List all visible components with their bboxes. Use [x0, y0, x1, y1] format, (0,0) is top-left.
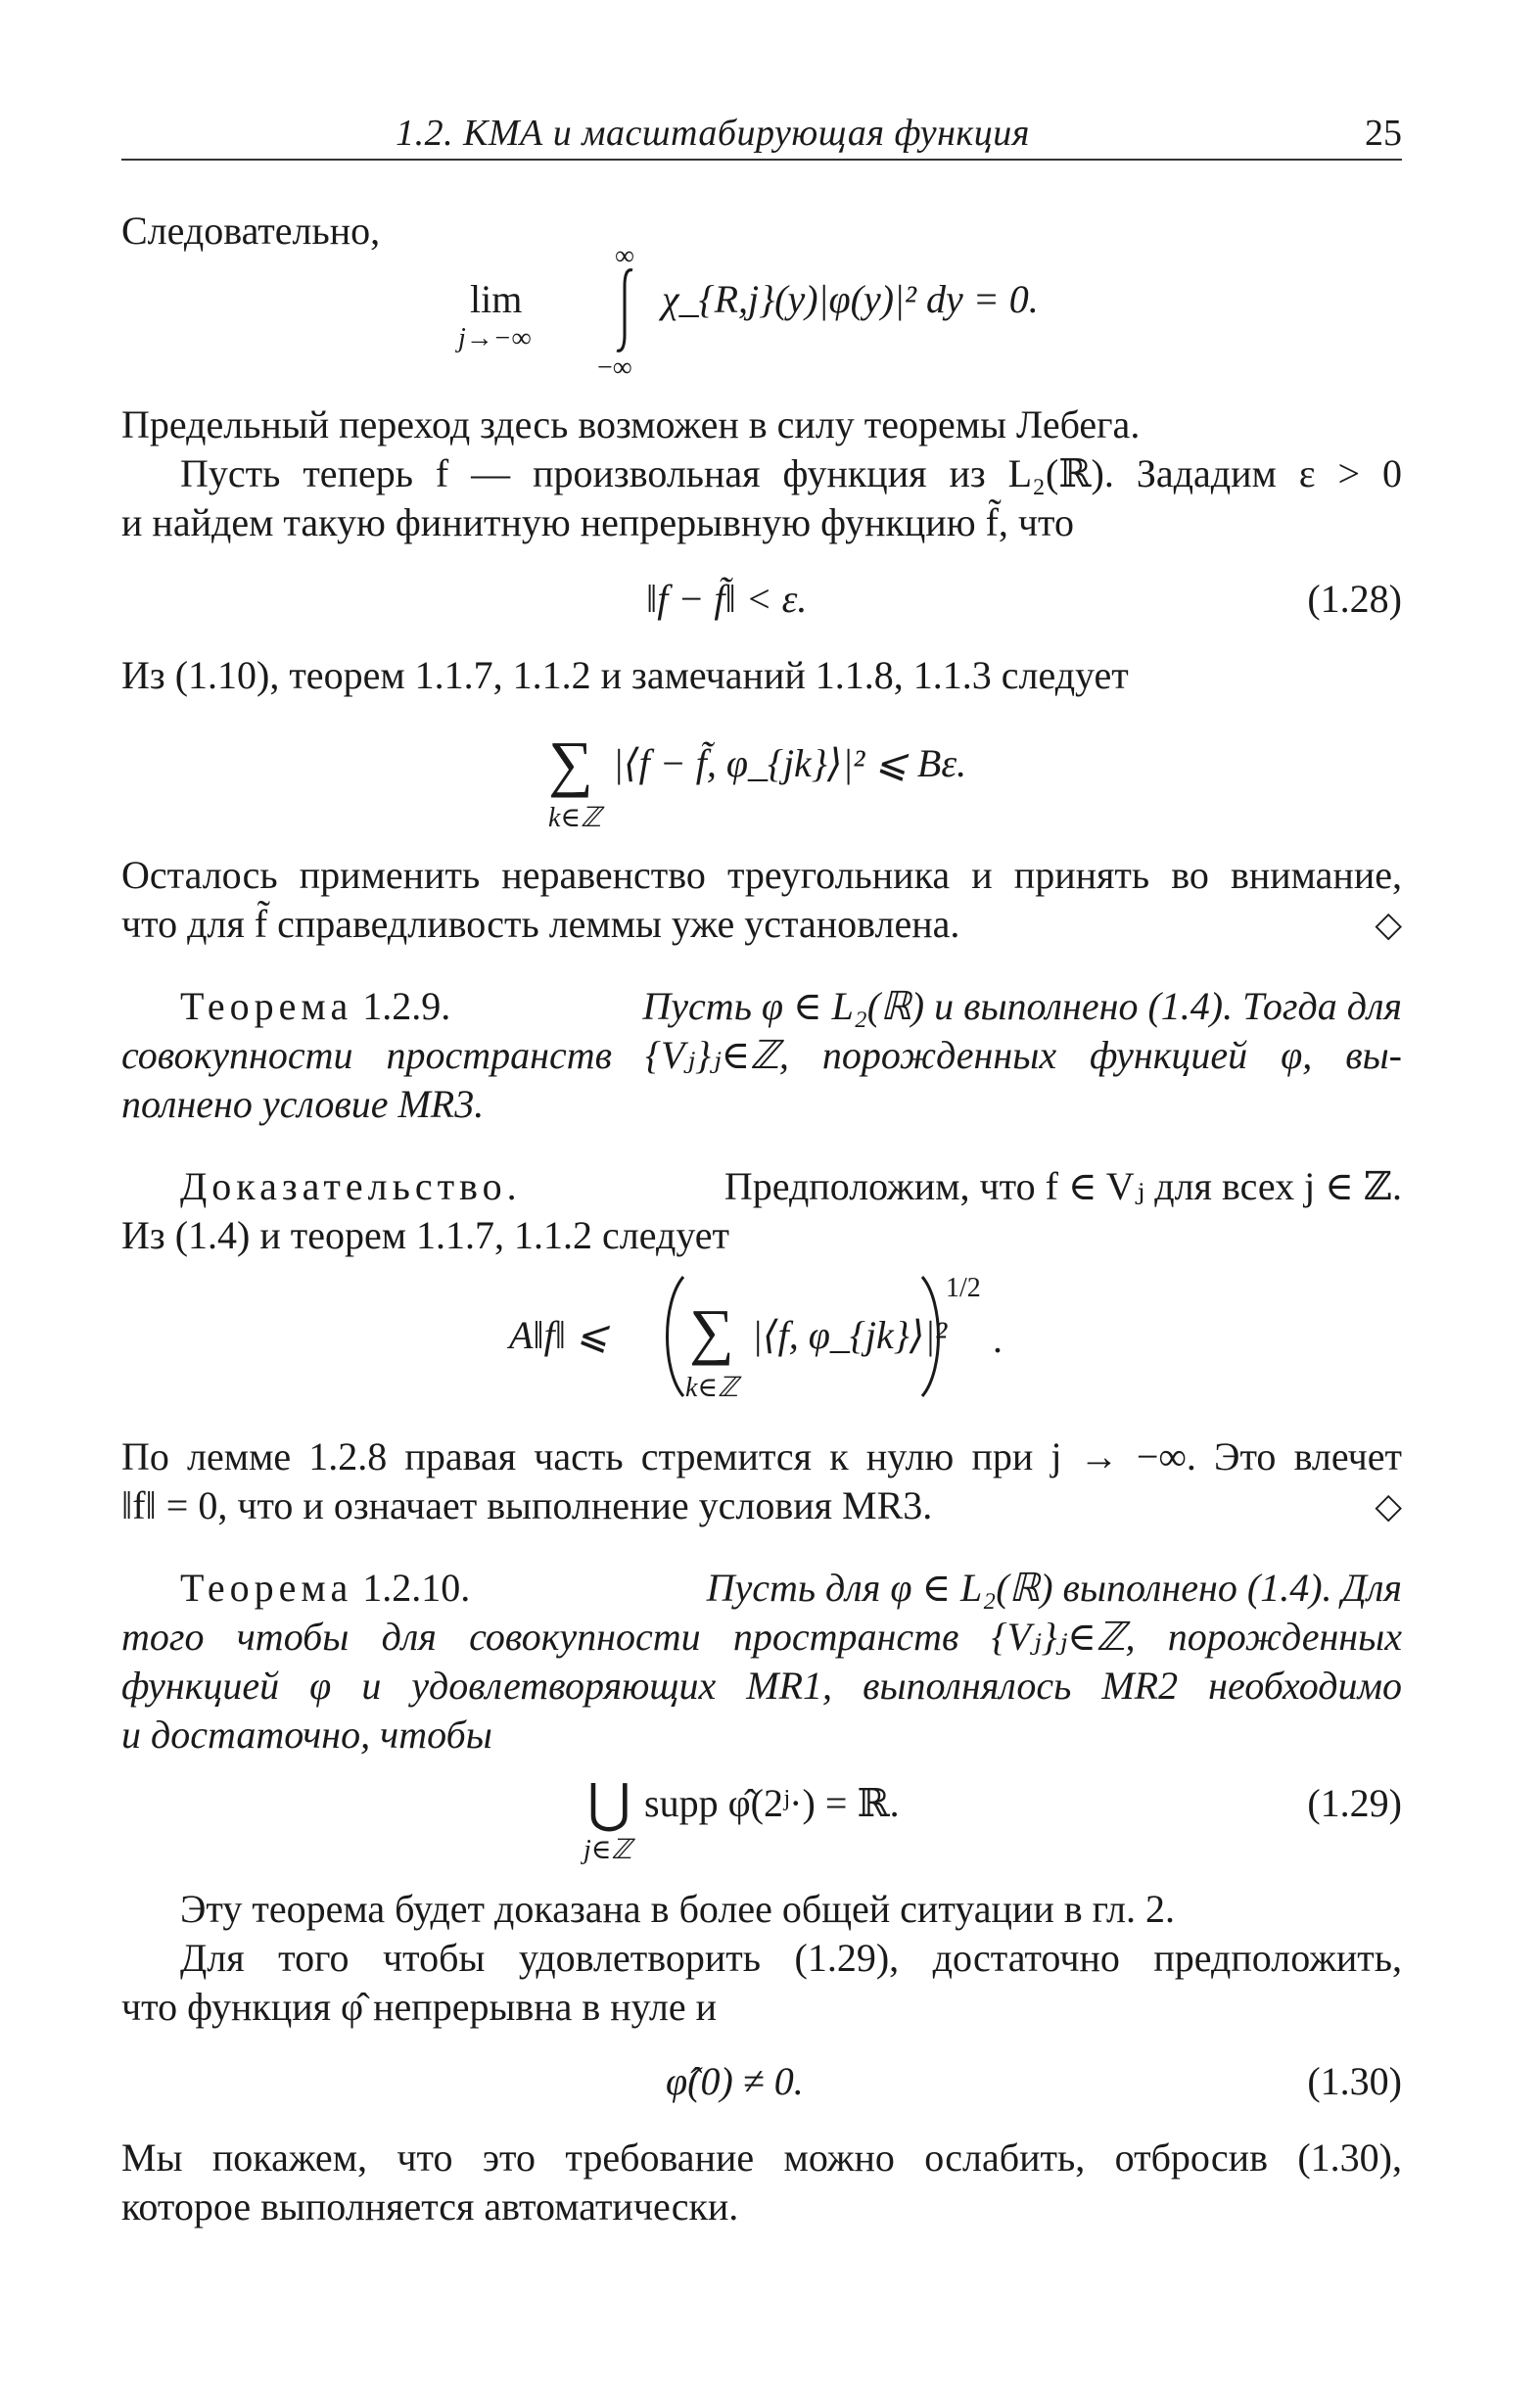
theorem-1-2-10-line — [180, 1565, 1402, 1612]
limit-operator: lim — [470, 277, 523, 321]
chapter-section-title: 1.2. КМА и масштабирующая функция — [396, 113, 1030, 154]
paragraph-line: что для f̃ справедливость леммы уже установлена. — [121, 902, 960, 946]
union-body: supp φ̂(2ʲ·) = ℝ. — [644, 1781, 900, 1825]
union-subscript: j∈ℤ — [583, 1835, 632, 1865]
theorem-1-2-9-line — [180, 983, 1402, 1030]
equation-number: (1.28) — [1307, 577, 1402, 621]
paragraph-line: Осталось применить неравенство треугольника и принять во внимание, — [121, 853, 1402, 897]
equation-1-30: φ̂(0) ≠ 0. — [666, 2059, 804, 2103]
theorem-text: и достаточно, чтобы — [121, 1713, 492, 1757]
paragraph-line: Эту теорема будет доказана в более общей ситуации в гл. 2. — [180, 1887, 1175, 1931]
integral-body: χ_{R,j}(y)|φ(y)|² dy = 0. — [662, 277, 1039, 321]
proof-label: Доказательство. — [180, 1164, 522, 1208]
sum-body: |⟨f − f̃, φ_{jk}⟩|² ⩽ Bε. — [613, 741, 967, 785]
right-paren-icon — [918, 1273, 948, 1400]
integral-upper-limit: ∞ — [615, 241, 634, 271]
summation-sign-icon: ∑ — [689, 1296, 734, 1366]
paragraph-line: Мы покажем, что это требование можно ослабить, отбросив (1.30), — [121, 2135, 1402, 2180]
equation-1-28: ‖f − f̃‖ < ε. — [646, 577, 808, 621]
paragraph-line: Из (1.10), теорем 1.1.7, 1.1.2 и замечаний 1.1.8, 1.1.3 следует — [121, 653, 1129, 697]
theorem-text: Пусть φ ∈ L₂(ℝ) и выполнено (1.4). Тогда для — [642, 984, 1402, 1028]
theorem-text: функцией φ и удовлетворяющих MR1, выполнялось MR2 необходимо — [121, 1664, 1402, 1708]
union-sign-icon: ⋃ — [587, 1774, 631, 1833]
integral-lower-limit: −∞ — [597, 352, 632, 383]
left-paren-icon — [658, 1273, 687, 1400]
proof-first-line — [180, 1163, 1402, 1210]
running-header — [121, 110, 1402, 161]
norm-left-side: A‖f‖ ⩽ — [509, 1313, 609, 1357]
paragraph-line: Для того чтобы удовлетворить (1.29), достаточно предположить, — [180, 1936, 1402, 1980]
theorem-text: совокупности пространств {Vⱼ}ⱼ∈ℤ, порожденных функцией φ, вы- — [121, 1033, 1402, 1077]
paragraph-line: Из (1.4) и теорем 1.1.7, 1.1.2 следует — [121, 1213, 730, 1257]
equation-period: . — [993, 1317, 1003, 1361]
end-of-proof-icon: ◇ — [1375, 1486, 1402, 1525]
paragraph-line: и найдем такую финитную непрерывную функцию f̃, что — [121, 500, 1074, 544]
paragraph-line: По лемме 1.2.8 правая часть стремится к нулю при j → −∞. Это влечет — [121, 1434, 1402, 1478]
summation-sign-icon: ∑ — [548, 728, 593, 798]
equation-number: (1.30) — [1307, 2059, 1402, 2103]
theorem-text: Пусть для φ ∈ L₂(ℝ) выполнено (1.4). Для — [706, 1566, 1402, 1610]
sum-body: |⟨f, φ_{jk}⟩|² — [752, 1313, 948, 1357]
paragraph-line: Пусть теперь f — произвольная функция из L₂(ℝ). Зададим ε > 0 — [180, 451, 1402, 495]
paragraph-line: которое выполняется автоматически. — [121, 2184, 739, 2229]
page-number: 25 — [1365, 113, 1402, 154]
theorem-label: Теорема 1.2.9. — [180, 984, 451, 1028]
equation-number: (1.29) — [1307, 1781, 1402, 1825]
theorem-text: того чтобы для совокупности пространств {Vⱼ}ⱼ∈ℤ, порожденных — [121, 1615, 1402, 1659]
paragraph-line: что функция φ̂ непрерывна в нуле и — [121, 1985, 718, 2029]
paragraph-line: Предельный переход здесь возможен в силу теоремы Лебега. — [121, 402, 1141, 446]
paragraph-line: ‖f‖ = 0, что и означает выполнение условия MR3. — [121, 1483, 933, 1527]
limit-subscript: j→−∞ — [458, 323, 532, 353]
proof-text: Предположим, что f ∈ Vⱼ для всех j ∈ ℤ. — [723, 1164, 1402, 1208]
power-exponent: 1/2 — [946, 1273, 981, 1303]
theorem-label: Теорема 1.2.10. — [180, 1566, 471, 1610]
paragraph-line: Следовательно, — [121, 209, 381, 253]
sum-subscript: k∈ℤ — [685, 1373, 739, 1403]
theorem-text: полнено условие MR3. — [121, 1082, 485, 1126]
end-of-proof-icon: ◇ — [1375, 905, 1402, 944]
integral-sign-icon — [613, 266, 638, 354]
sum-subscript: k∈ℤ — [548, 803, 602, 833]
